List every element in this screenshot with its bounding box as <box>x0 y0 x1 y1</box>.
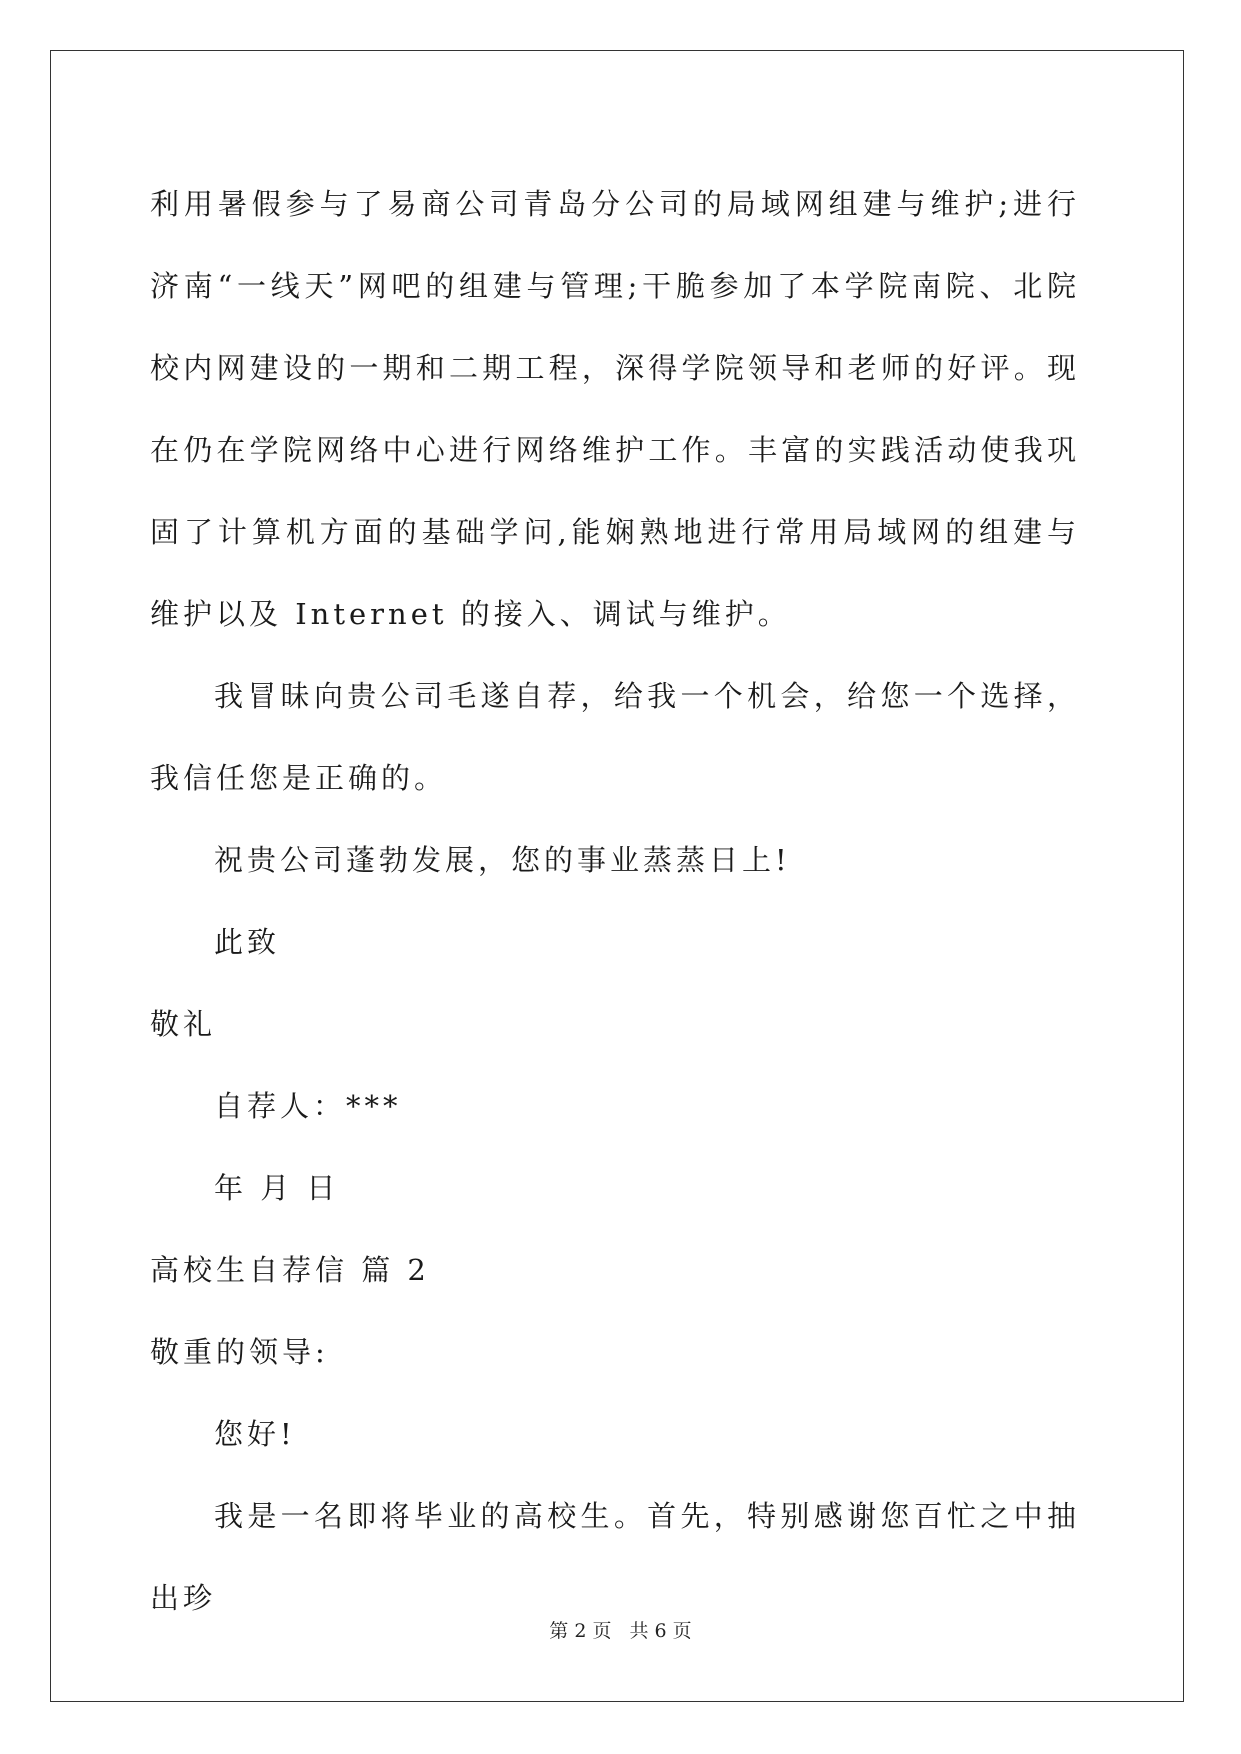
page-total: 共 6 页 <box>629 1620 692 1642</box>
page-footer <box>0 1616 1241 1643</box>
signature-line: 自荐人：*** <box>214 1089 402 1123</box>
letter-salutation: 敬重的领导: <box>150 1335 329 1369</box>
closing-salutation: 此致 <box>214 925 281 959</box>
closing-regards: 敬礼 <box>150 1007 217 1041</box>
paragraph-recommendation: 我冒昧向贵公司毛遂自荐，给我一个机会，给您一个选择，我信任您是正确的。 <box>150 679 1080 795</box>
page-number: 第 2 页 <box>549 1620 612 1642</box>
greeting: 您好! <box>214 1417 296 1451</box>
paragraph-experience: 利用暑假参与了易商公司青岛分公司的局域网组建与维护;进行济南“一线天”网吧的组建与管理;干脆参加了本学院南院、北院校内网建设的一期和二期工程，深得学院领导和老师的好评。现在仍在学院网络中心进行网络维护工作。丰富的实践活动使我巩固了计算机方面的基础学问,能娴熟地进行常用局域网的组建与维护以及 Internet 的接入、调试与维护。 <box>150 187 1080 631</box>
document-body <box>150 163 1080 1639</box>
section-heading: 高校生自荐信 篇 2 <box>150 1253 430 1287</box>
paragraph-wishes: 祝贵公司蓬勃发展，您的事业蒸蒸日上! <box>214 843 791 877</box>
paragraph-introduction: 我是一名即将毕业的高校生。首先，特别感谢您百忙之中抽出珍 <box>150 1499 1080 1615</box>
date-line: 年 月 日 <box>214 1171 340 1205</box>
